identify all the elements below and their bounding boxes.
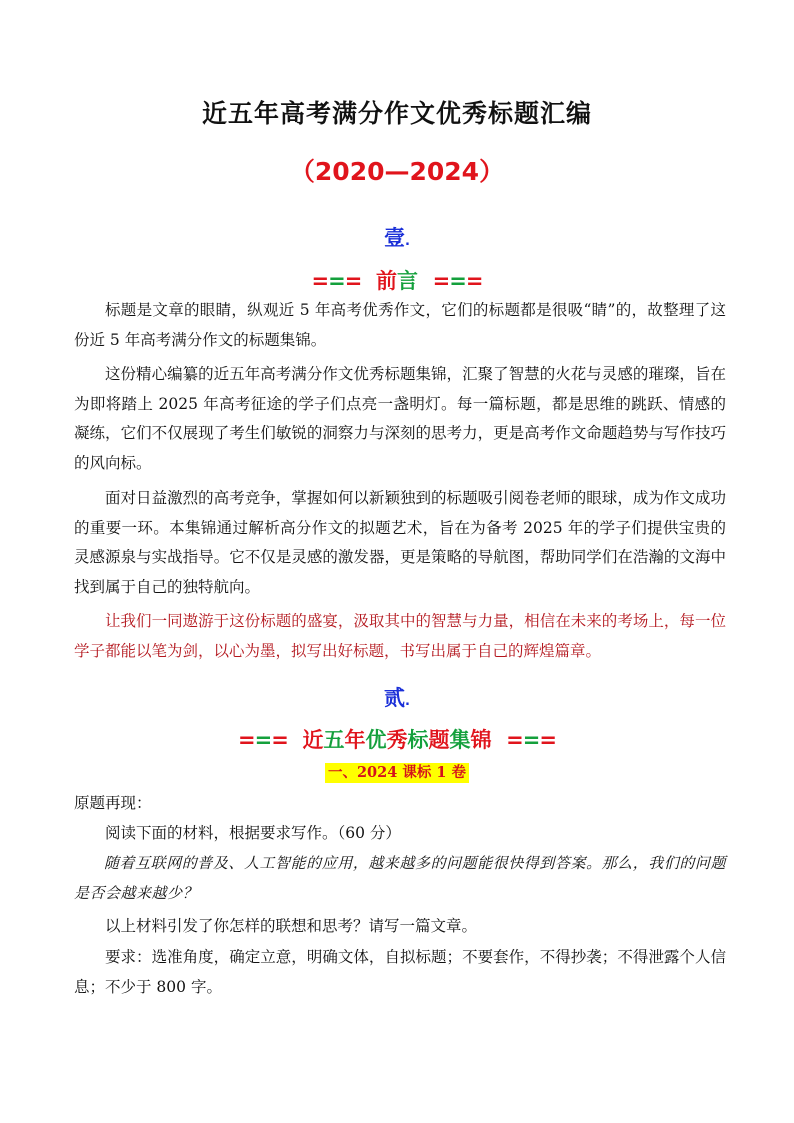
question-instruction: 阅读下面的材料，根据要求写作。（60 分）	[105, 824, 401, 842]
heading-char: 言	[397, 269, 418, 293]
exam-tag: 一、2024 课标 1 卷	[325, 763, 469, 783]
heading-char: 近	[302, 728, 324, 752]
heading-char: 集	[449, 728, 471, 752]
preface-paragraph-4: 让我们一同遨游于这份标题的盛宴，汲取其中的智慧与力量，相信在未来的考场上，每一位学子都能以笔为剑，以心为墨，拟写出好标题，书写出属于自己的辉煌篇章。	[74, 612, 726, 660]
section-number-1	[0, 222, 794, 252]
question-requirements: 要求：选准角度，确定立意，明确文体，自拟标题；不要套作，不得抄袭；不得泄露个人信息；不少于 800 字。	[74, 948, 726, 996]
preface-paragraph-1: 标题是文章的眼睛，纵观近 5 年高考优秀作文，它们的标题都是很吸“睛”的，故整理了这份近 5 年高考满分作文的标题集锦。	[74, 301, 726, 349]
heading-char: 优	[365, 728, 387, 752]
section-heading-collection	[0, 724, 794, 754]
page-subtitle: （2020—2024）	[289, 157, 505, 186]
preface-paragraph-2: 这份精心编纂的近五年高考满分作文优秀标题集锦，汇聚了智慧的火花与灵感的璀璨，旨在为即将踏上 2025 年高考征途的学子们点亮一盏明灯。每一篇标题，都是思维的跳跃、情感的凝练，它们不仅展现了考生们敏锐的洞察力与深刻的思考力，更是高考作文命题趋势与写作技巧的风向标。	[74, 365, 726, 472]
section-number-1-text: 壹	[384, 226, 406, 250]
heading-char: 锦	[470, 728, 492, 752]
section-number-1-dot: .	[405, 234, 410, 249]
question-material: 随着互联网的普及、人工智能的应用，越来越多的问题能很快得到答案。那么，我们的问题是否会越来越少？	[74, 854, 726, 902]
heading-char: 标	[407, 728, 429, 752]
question-label: 原题再现：	[74, 794, 152, 812]
section-heading-preface	[0, 265, 794, 295]
section-number-2-dot: .	[405, 694, 410, 709]
question-prompt: 以上材料引发了你怎样的联想和思考？请写一篇文章。	[105, 917, 478, 935]
heading-char: 秀	[386, 728, 408, 752]
decor-equals-left: ===	[238, 728, 288, 752]
section-number-2	[0, 682, 794, 712]
decor-equals-right: ===	[432, 269, 483, 293]
decor-equals-right: ===	[506, 728, 556, 752]
decor-equals-left: ===	[311, 269, 362, 293]
section-number-2-text: 贰	[384, 686, 406, 710]
heading-char: 前	[376, 269, 397, 293]
preface-paragraph-3: 面对日益激烈的高考竞争，掌握如何以新颖独到的标题吸引阅卷老师的眼球，成为作文成功的重要一环。本集锦通过解析高分作文的拟题艺术，旨在为备考 2025 年的学子们提供宝贵的灵感源泉与实战指导。它不仅是灵感的激发器，更是策略的导航图，帮助同学们在浩瀚的文海中找到属于自己的独特航向。	[74, 489, 726, 596]
heading-char: 年	[344, 728, 366, 752]
heading-char: 题	[428, 728, 450, 752]
heading-char: 五	[323, 728, 345, 752]
page-title: 近五年高考满分作文优秀标题汇编	[201, 99, 592, 128]
exam-tag-line	[0, 762, 794, 783]
